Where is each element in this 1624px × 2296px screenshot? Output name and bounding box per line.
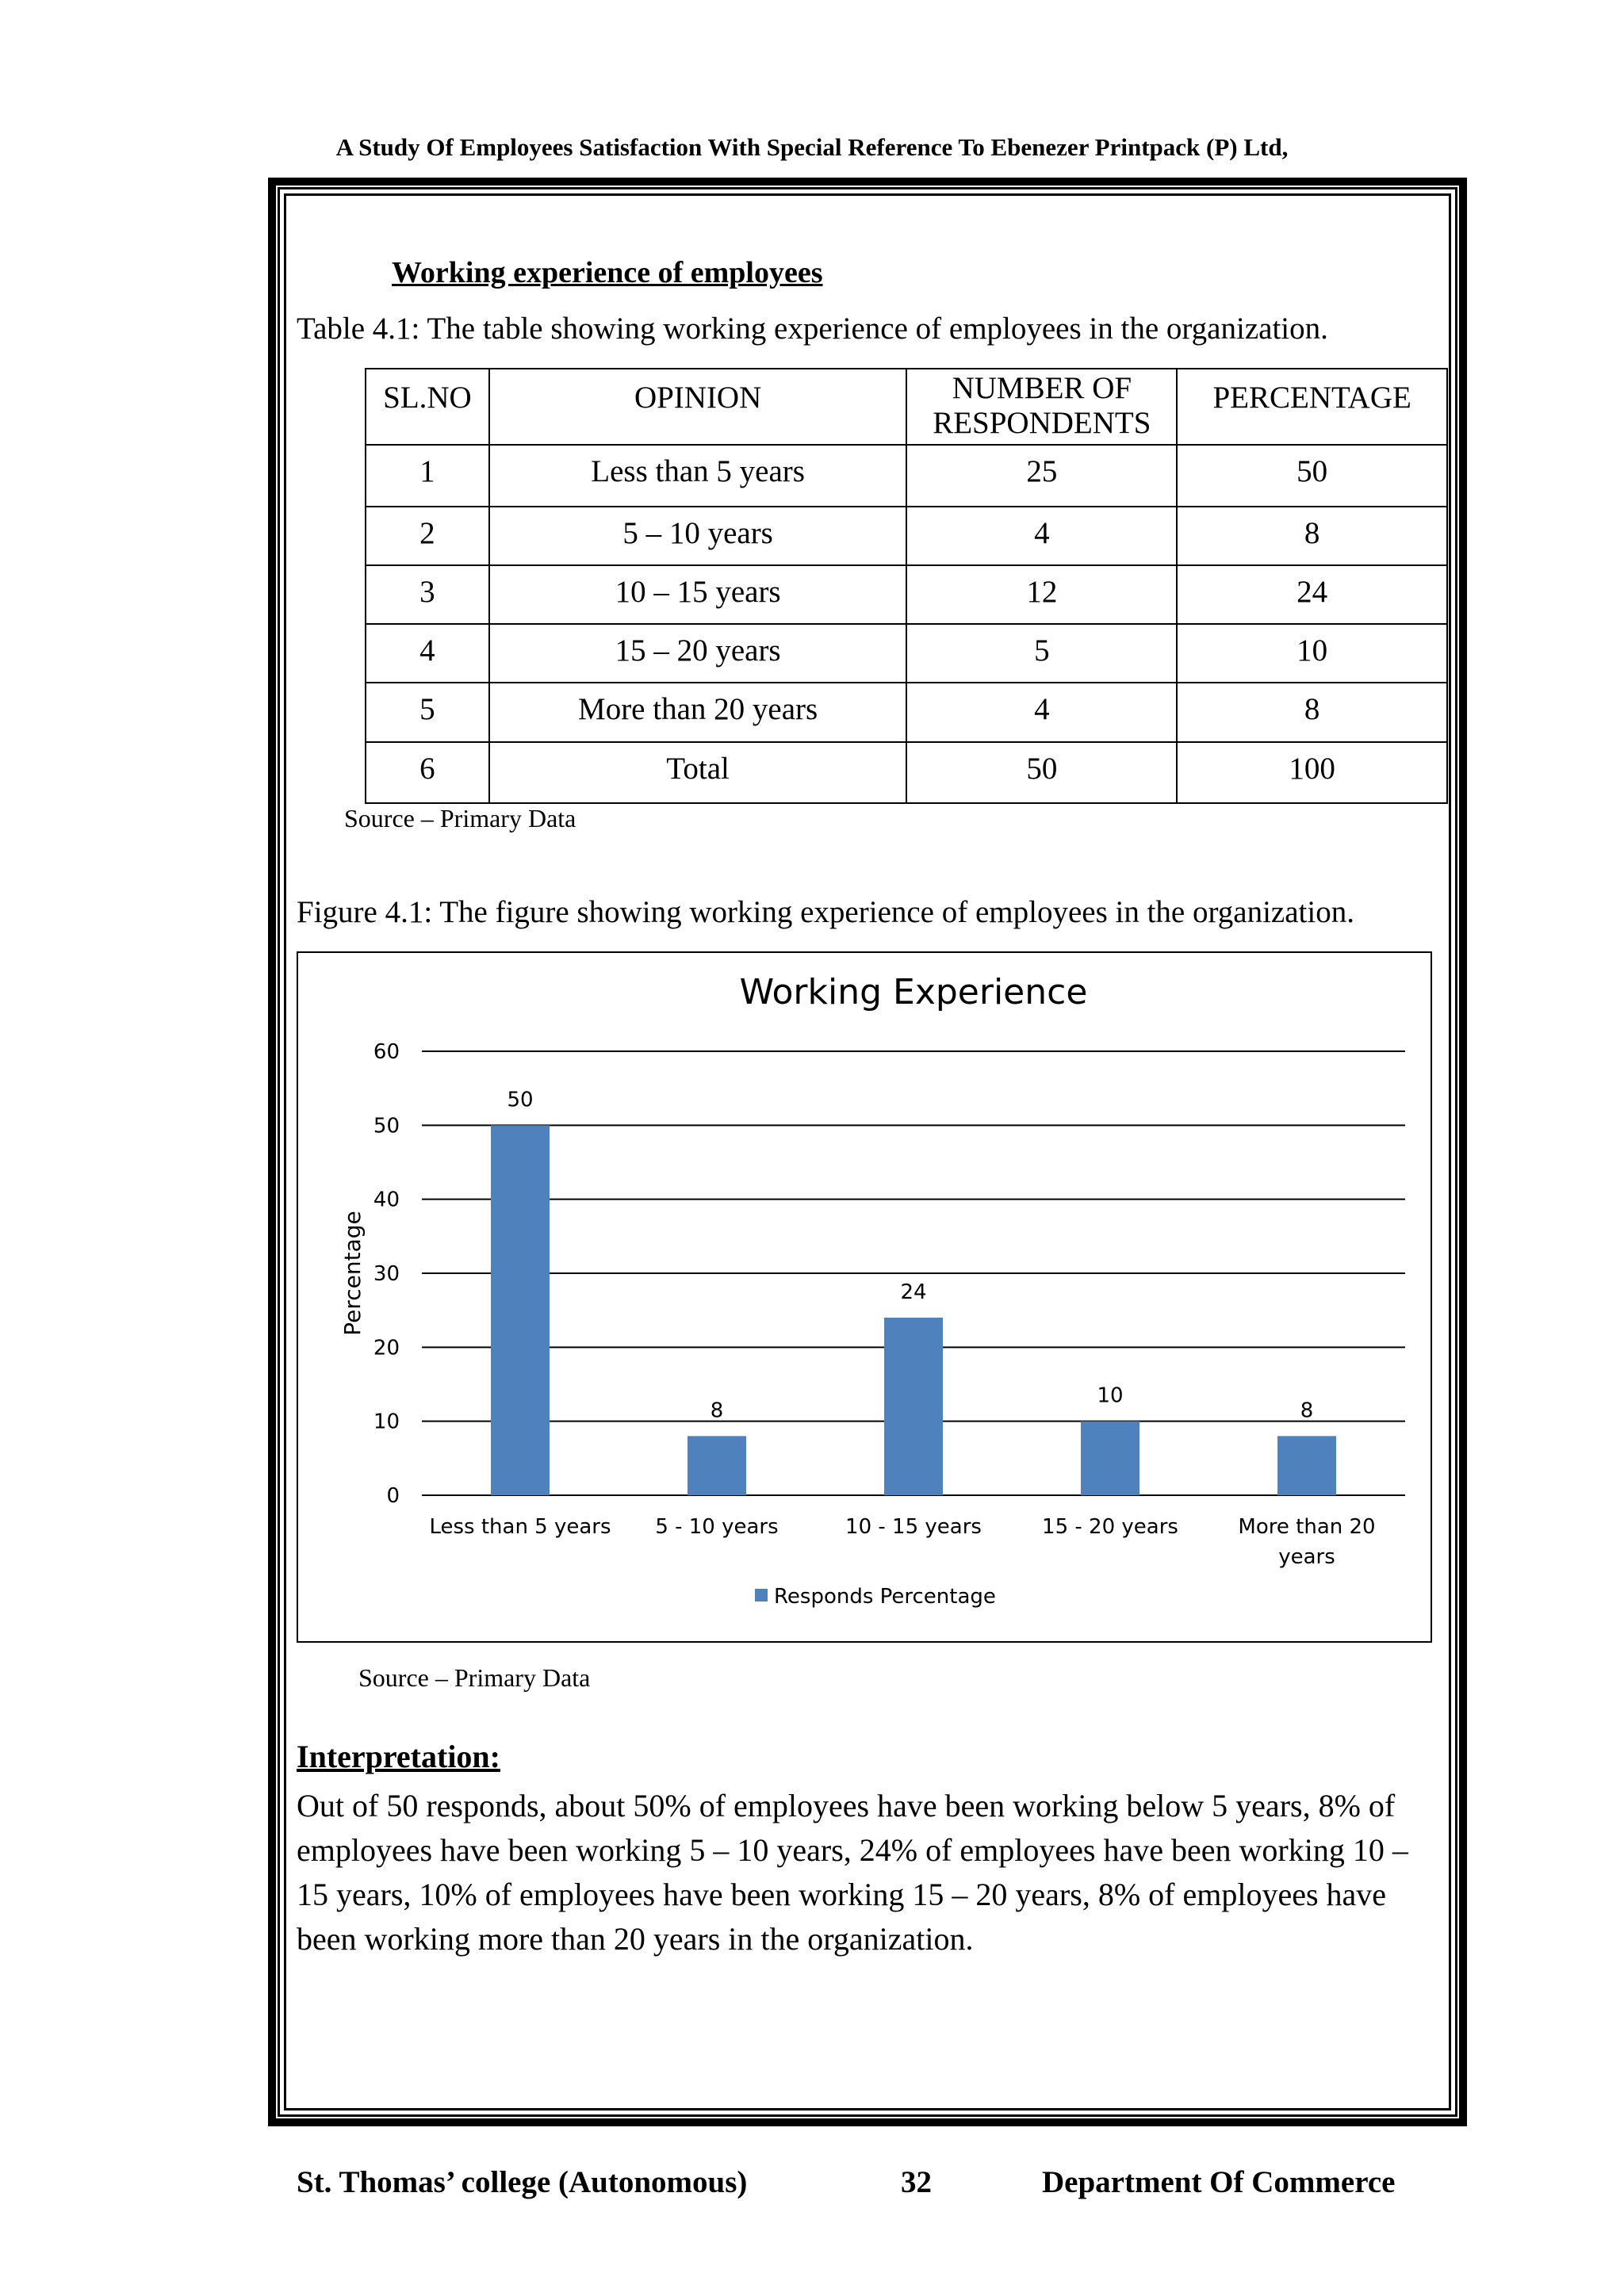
header-percentage: PERCENTAGE bbox=[1177, 369, 1447, 445]
cell-slno: 6 bbox=[366, 742, 489, 803]
y-axis-label: Percentage bbox=[339, 1211, 366, 1336]
chart-title: Working Experience bbox=[739, 972, 1088, 1012]
data-label: 8 bbox=[1300, 1399, 1314, 1423]
x-tick-label: Less than 5 years bbox=[429, 1515, 611, 1539]
header-slno: SL.NO bbox=[366, 369, 489, 445]
y-tick-label: 60 bbox=[373, 1040, 400, 1064]
cell-opinion: Total bbox=[489, 742, 907, 803]
cell-respondents: 25 bbox=[906, 445, 1177, 507]
table-caption: Table 4.1: The table showing working experience of employees in the organization. bbox=[297, 312, 1328, 346]
figure-source: Source – Primary Data bbox=[358, 1663, 591, 1692]
table-row bbox=[366, 507, 1447, 565]
x-tick-label: 5 - 10 years bbox=[655, 1515, 779, 1539]
legend-label: Responds Percentage bbox=[774, 1585, 996, 1609]
footer-college: St. Thomas’ college (Autonomous) bbox=[297, 2165, 748, 2199]
table-row bbox=[366, 683, 1447, 742]
bar bbox=[1081, 1422, 1139, 1495]
cell-percentage: 24 bbox=[1177, 565, 1447, 624]
table-row bbox=[366, 445, 1447, 507]
interpretation-title: Interpretation: bbox=[297, 1739, 500, 1774]
running-header: A Study Of Employees Satisfaction With Special Reference To Ebenezer Printpack (P) Ltd, bbox=[335, 133, 1289, 161]
table-header-row bbox=[366, 369, 1447, 445]
cell-opinion: More than 20 years bbox=[489, 683, 907, 742]
x-tick-label: More than 20 bbox=[1238, 1515, 1376, 1539]
legend-swatch bbox=[755, 1589, 768, 1601]
table-row-total bbox=[366, 742, 1447, 803]
x-tick-label: 10 - 15 years bbox=[845, 1515, 982, 1539]
table-source: Source – Primary Data bbox=[344, 804, 576, 832]
section-title: Working experience of employees bbox=[392, 256, 823, 289]
cell-slno: 4 bbox=[366, 624, 489, 683]
header-opinion: OPINION bbox=[489, 369, 907, 445]
x-tick-label: years bbox=[1278, 1545, 1335, 1569]
footer-page-number: 32 bbox=[901, 2165, 932, 2199]
table-row bbox=[366, 624, 1447, 683]
chart-frame bbox=[297, 951, 1432, 1643]
cell-respondents: 50 bbox=[906, 742, 1177, 803]
bar bbox=[884, 1318, 943, 1495]
bar bbox=[491, 1125, 550, 1495]
cell-respondents: 12 bbox=[906, 565, 1177, 624]
y-tick-label: 40 bbox=[373, 1188, 400, 1212]
cell-opinion: Less than 5 years bbox=[489, 445, 907, 507]
y-tick-label: 0 bbox=[386, 1484, 400, 1508]
bar bbox=[688, 1436, 746, 1495]
header-respondents-text: NUMBER OF RESPONDENTS bbox=[933, 371, 1151, 440]
bar-chart bbox=[298, 953, 1431, 1641]
y-tick-label: 20 bbox=[373, 1336, 400, 1360]
cell-percentage: 100 bbox=[1177, 742, 1447, 803]
figure-caption: Figure 4.1: The figure showing working experience of employees in the organization. bbox=[297, 895, 1354, 929]
cell-respondents: 4 bbox=[906, 683, 1177, 742]
x-tick-label: 15 - 20 years bbox=[1042, 1515, 1178, 1539]
cell-slno: 3 bbox=[366, 565, 489, 624]
cell-slno: 5 bbox=[366, 683, 489, 742]
y-tick-label: 30 bbox=[373, 1262, 400, 1286]
cell-slno: 1 bbox=[366, 445, 489, 507]
cell-respondents: 5 bbox=[906, 624, 1177, 683]
bar bbox=[1277, 1436, 1336, 1495]
cell-opinion: 5 – 10 years bbox=[489, 507, 907, 565]
experience-table bbox=[365, 368, 1448, 804]
footer-department: Department Of Commerce bbox=[1042, 2165, 1396, 2199]
cell-percentage: 8 bbox=[1177, 507, 1447, 565]
header-respondents bbox=[906, 369, 1177, 445]
cell-percentage: 50 bbox=[1177, 445, 1447, 507]
y-tick-label: 10 bbox=[373, 1410, 400, 1434]
y-tick-label: 50 bbox=[373, 1114, 400, 1138]
data-label: 10 bbox=[1097, 1383, 1124, 1408]
cell-opinion: 15 – 20 years bbox=[489, 624, 907, 683]
interpretation-text: Out of 50 responds, about 50% of employees have been working below 5 years, 8% of employees have been working 5 – 10 years, 24% of employees have been working 10 – 15 years, 10% of employees have been working 15 – 20 years, 8% of employees have been working more than 20 years in the organization. bbox=[297, 1788, 1408, 1957]
cell-slno: 2 bbox=[366, 507, 489, 565]
data-label: 8 bbox=[710, 1399, 724, 1423]
cell-respondents: 4 bbox=[906, 507, 1177, 565]
data-label: 50 bbox=[507, 1088, 534, 1112]
data-label: 24 bbox=[900, 1280, 927, 1304]
cell-percentage: 10 bbox=[1177, 624, 1447, 683]
table-row bbox=[366, 565, 1447, 624]
cell-percentage: 8 bbox=[1177, 683, 1447, 742]
cell-opinion: 10 – 15 years bbox=[489, 565, 907, 624]
